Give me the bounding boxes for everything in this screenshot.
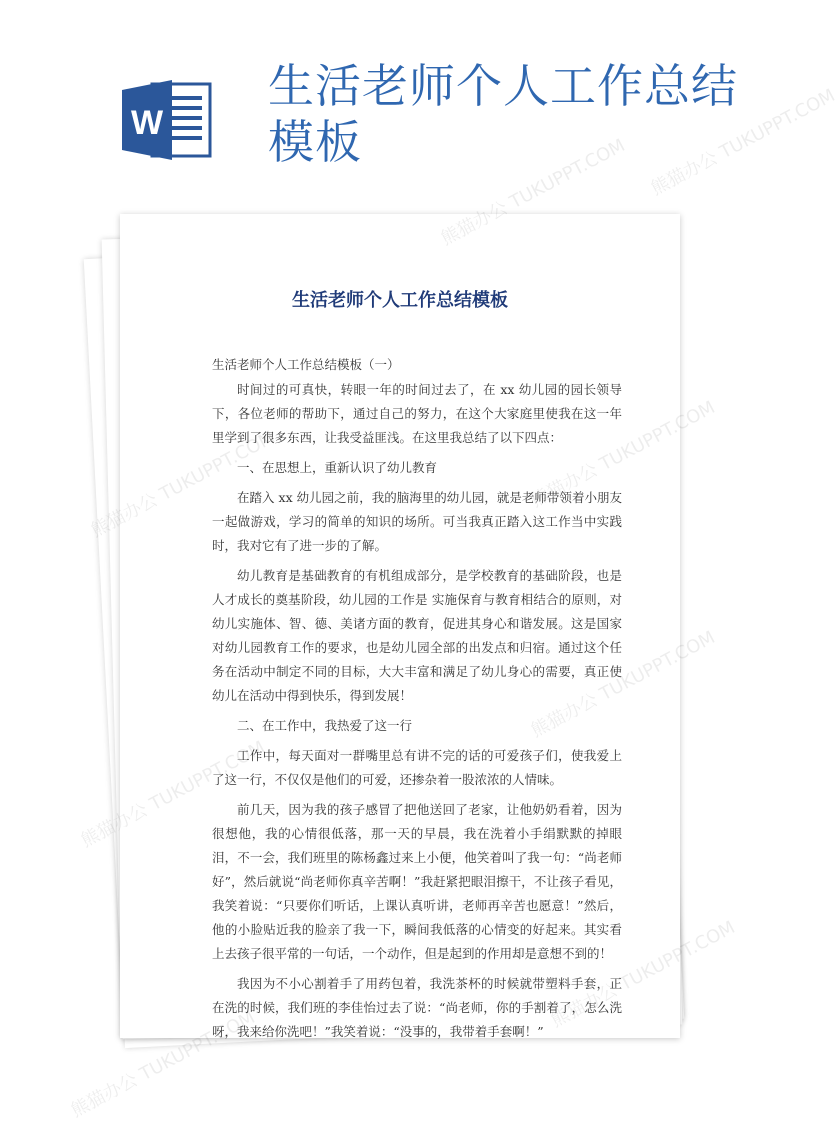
paragraph: 前几天，因为我的孩子感冒了把他送回了老家，让他奶奶看着，因为很想他，我的心情很低落，那一天的早晨，我在洗着小手绢默默的掉眼泪，不一会，我们班里的陈杨鑫过来上小便，他笑着叫了我一句：“尚老师好”，然后就说“尚老师你真辛苦啊！”我赶紧把眼泪擦干，不让孩子看见，我笑着说：“只要你们听话，上课认真听讲，老师再辛苦也愿意！”然后，他的小脸贴近我的脸亲了我一下，瞬间我低落的心情变的好起来。其实看上去孩子很平常的一句话，一个动作，但是起到的作用却是意想不到的！: [212, 802, 622, 961]
section-heading: 一、在思想上，重新认识了幼儿教育: [237, 460, 438, 475]
watermark: 熊猫办公 TUKUPPT.COM: [437, 134, 629, 250]
document-subtitle: 生活老师个人工作总结模板（一）: [212, 357, 400, 372]
paragraph: 时间过的可真快，转眼一年的时间过去了，在 xx 幼儿园的园长领导下，各位老师的帮助下，通过自己的努力，在这个大家庭里使我在这一年里学到了很多东西，让我受益匪浅。在这里我总结了以下四点：: [212, 382, 622, 445]
watermark: 熊猫办公 TUKUPPT.COM: [647, 84, 839, 200]
document-body: [212, 378, 622, 1044]
header-banner: [0, 0, 800, 200]
paragraph: 幼儿教育是基础教育的有机组成部分，是学校教育的基础阶段，也是人才成长的奠基阶段，幼儿园的工作是 实施保育与教育相结合的原则，对幼儿实施体、智、德、美诸方面的教育，促进其身心和谐发展。这是国家对幼儿园教育工作的要求，也是幼儿园全部的出发点和归宿。通过这个任务在活动中制定不同的目标，大大丰富和满足了幼儿身心的需要，真正使幼儿在活动中得到快乐，得到发展！: [212, 568, 622, 703]
header-title: 生活老师个人工作总结模板: [268, 59, 738, 169]
watermark: 熊猫办公 TUKUPPT.COM: [67, 1006, 259, 1122]
paragraph: 我因为不小心割着手了用药包着，我洗茶杯的时候就带塑料手套，正在洗的时候，我们班的李佳怡过去了说：“尚老师，你的手割着了，怎么洗呀，我来给你洗吧！”我笑着说：“没事的，我带着手套啊！”: [212, 976, 622, 1039]
word-logo-letter: W: [130, 104, 164, 142]
section-heading: 二、在工作中，我热爱了这一行: [237, 718, 413, 733]
word-document-icon: [118, 78, 218, 162]
document-page: [120, 214, 680, 1038]
paragraph: 工作中，每天面对一群嘴里总有讲不完的话的可爱孩子们，使我爱上了这一行，不仅仅是他们的可爱，还掺杂着一股浓浓的人情味。: [212, 748, 622, 787]
document-title: 生活老师个人工作总结模板: [292, 290, 508, 311]
paragraph: 在踏入 xx 幼儿园之前，我的脑海里的幼儿园，就是老师带领着小朋友一起做游戏，学习的简单的知识的场所。可当我真正踏入这工作当中实践时，我对它有了进一步的了解。: [212, 490, 622, 553]
